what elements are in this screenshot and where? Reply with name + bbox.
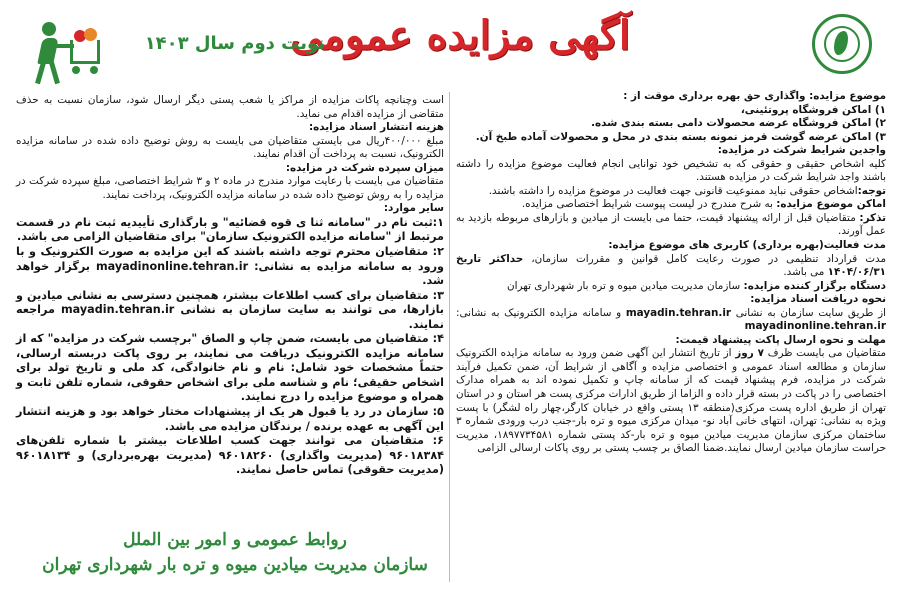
bold-text: ۱:ثبت نام در "سامانه ثنا ی قوه قضائیه" و بارگذاری تأییدیه ثبت نام در قسمت مرتبط از "سامانه مزایده الکترونیک سازمان" برای متقاضیان الزامی می باشد. (16, 215, 444, 244)
paragraph (16, 405, 444, 434)
bold-text: توجه: (857, 184, 886, 197)
paragraph (16, 162, 444, 176)
body-text: متقاضیان قبل از ارائه پیشنهاد قیمت، حتما می بایست از میادین و بازارهای مربوطه بازدید به عمل آورند. (456, 211, 886, 238)
bold-text: حداکثر تاریخ ۱۴۰۴/۰۶/۳۱ (456, 252, 886, 279)
paragraph (456, 253, 886, 280)
body-text: است وچنانچه پاکات مزایده از مراکز یا شعب پستی دیگر ارسال شود، سازمان نسبت به حذف متقاضی از مزایده اقدام می نماید. (16, 94, 444, 120)
body-text: از تاریخ انتشار این آگهی ضمن ورود به سامانه مزایده الکترونیک سازمان و مطالعه اسناد عمومی و اختصاصی مزایده و آگاهی از شرایط آن، ضمن تکمیل فرآیند شرکت در مزایده، فرم پیشنهاد قیمت که از سامانه چاپ و تکمیل نموده اند به همراه مدارک اختصاصی را در پاکت در بسته قرار داده و الزاما از طریق ادارات مرکزی پست هر استان و در استان تهران از طریق اداره پست مرکزی(منطقه ۱۳ پستی واقع در خیابان کارگر،چهار راه لشگر) با پست ویژه به نشانی: تهران، انتهای خانی آباد نو- میدان مرکزی میوه و تره بار-جنب درب ورودی شماره ۳ ساختمان مرکزی سازمان مدیریت میادین میوه و تره بار-کد پستی شماره ۱۸۹۷۷۳۴۵۸۱، مدیریت حراست سازمان میادین ارسال نمایند.ضمنا الصاق بر چسب پستی بر روی پاکات ارسالی الزامی (456, 347, 886, 455)
body-text: مدت قرارداد تنظیمی در صورت رعایت کامل قوانین و مقررات سازمان، (523, 252, 887, 265)
paragraph (456, 198, 886, 212)
body-text: متقاضیان می بایست ظرف (764, 347, 887, 360)
paragraph (16, 289, 444, 333)
paragraph (16, 216, 444, 245)
announcement-subtitle: نوبت دوم سال ۱۴۰۳ (144, 33, 325, 54)
paragraph (456, 90, 886, 104)
paragraph (16, 245, 444, 289)
paragraph (456, 185, 886, 199)
bold-text: موضوع مزایده: واگذاری حق بهره برداری موقت از : (623, 90, 886, 102)
paragraph (456, 104, 886, 118)
body-text: مبلغ ۴۰۰/۰۰۰ریال می بایستی متقاضیان می بایست به روش توضیح داده شده در سامانه مزایده الکترونیک، نسبت به پرداخت آن اقدام نمایند. (16, 134, 444, 161)
body-text: از طریق سایت سازمان به نشانی (731, 306, 886, 319)
paragraph (456, 131, 886, 145)
paragraph (16, 121, 444, 135)
announcement-header (0, 0, 900, 88)
right-text-column (456, 90, 886, 456)
bold-text: ۲: متقاضیان محترم توجه داشته باشند که این مزایده به صورت الکترونیک و با ورود به سامانه مزایده به نشانی: mayadinonline.tehran.ir برگزار خواهد شد. (16, 245, 445, 288)
paragraph (456, 212, 886, 239)
bold-text: ۳: متقاضیان برای کسب اطلاعات بیشتر، همچنین دسترسی به نشانی میادین و بازارها، می توانند به سایت سازمان به نشانی mayadin.tehran.ir مراجعه نمایند. (16, 288, 444, 331)
paragraph (456, 293, 886, 307)
paragraph (16, 332, 444, 405)
municipality-logo-seal (812, 14, 872, 74)
announcement-footer (20, 528, 450, 578)
column-divider (449, 92, 450, 582)
bold-text: ۶: متقاضیان می توانند جهت کسب اطلاعات بیشتر با شماره تلفن‌های ۹۶۰۱۸۳۸۴ (مدیریت واگذاری) ۹۶۰۱۸۲۶۰ (مدیریت بهره‌برداری) و ۹۶۰۱۸۱۳۴ (مدیریت حقوقی) تماس حاصل نمایند. (16, 434, 444, 477)
paragraph (456, 158, 886, 185)
bold-text: هزینه انتشار اسناد مزایده: (308, 121, 444, 134)
body-text: و سامانه مزایده الکترونیک به نشانی: (456, 306, 626, 319)
paragraph (456, 307, 886, 334)
paragraph (16, 175, 444, 202)
bold-text: ۳) اماکن عرضه گوشت قرمز نمونه بسته بندی در محل و محصولات آماده طبخ آن. (475, 130, 886, 143)
bold-text: دستگاه برگزار کننده مزایده: (743, 279, 886, 292)
paragraph (456, 280, 886, 294)
bold-text: ۲) اماکن فروشگاه عرضه محصولات دامی بسته بندی شده. (591, 117, 886, 130)
body-text: کلیه اشخاص حقیقی و حقوقی که به تشخیص خود توانایی انجام فعالیت موضوع مزایده را داشته باشند واجد شرایط شرکت در مزایده هستند. (456, 157, 886, 184)
bold-text: نحوه دریافت اسناد مزایده: (750, 293, 886, 306)
bold-text: تذکر: (859, 211, 886, 224)
footer-department: روابط عمومی و امور بین الملل (123, 530, 347, 550)
bold-text: ۷ روز (735, 347, 765, 360)
bold-text: mayadinonline.tehran.ir (744, 320, 886, 333)
paragraph (16, 434, 444, 478)
footer-organization: سازمان مدیریت میادین میوه و تره بار شهرداری تهران (42, 555, 428, 575)
paragraph (16, 135, 444, 162)
paragraph (16, 202, 444, 216)
bold-text: ۴: متقاضیان می بایست، ضمن چاپ و الصاق "برچسب شرکت در مزایده" که از سامانه مزایده الکترونیک دریافت می نمایند، بر روی پاکت دربسته ارسالی، حتماً مشخصات خود شامل: نام و نام خانوادگی، کد ملی و تاریخ تولد برای اشخاص حقیقی؛ نام و شناسه ملی برای اشخاص حقوقی، شماره تلفن ثابت و همراه و موضوع مزایده را درج نمایند. (16, 332, 444, 404)
bold-text: ۱) اماکن فروشگاه پروتئینی، (740, 103, 886, 116)
bold-text: ۵: سازمان در رد یا قبول هر یک از پیشنهادات مختار خواهد بود و هزینه انتشار این آگهی به عهده برنده / برندگان مزایده می باشد. (16, 405, 444, 433)
paragraph (456, 334, 886, 348)
bold-text: میزان سپرده شرکت در مزایده: (285, 161, 444, 174)
paragraph (456, 117, 886, 131)
left-text-column (16, 94, 444, 478)
bold-text: اماکن موضوع مزایده: (776, 198, 886, 211)
body-text: به شرح مندرج در لیست پیوست شرایط اختصاصی مزایده. (521, 198, 777, 211)
paragraph (16, 94, 444, 121)
bold-text: مدت فعالیت(بهره برداری) کاربری های موضوع مزایده: (608, 239, 886, 252)
paragraph (456, 144, 886, 158)
bold-text: مهلت و نحوه ارسال پاکت پیشنهاد قیمت: (675, 333, 886, 346)
bold-text: واجدین شرایط شرکت در مزایده: (717, 144, 886, 157)
body-text: می باشد. (783, 266, 828, 279)
fruit-cart-figure-icon (14, 22, 104, 86)
bold-text: سایر موارد: (383, 202, 444, 215)
body-text: متقاضیان می بایست با رعایت موارد مندرج در ماده ۲ و ۳ شرایط اختصاصی، مبلغ سپرده شرکت در مزایده را به روش توضیح داده شده در سامانه مزایده الکترونیک، پرداخت نمایند. (16, 175, 444, 201)
announcement-title: آگهی مزایده عمومی (290, 12, 630, 59)
body-text: سازمان مدیریت میادین میوه و تره بار شهرداری تهران (507, 279, 744, 292)
bold-text: mayadin.tehran.ir (625, 306, 732, 319)
body-text: اشخاص حقوقی نباید ممنوعیت قانونی جهت فعالیت در موضوع مزایده را داشته باشند. (488, 184, 858, 197)
paragraph (456, 347, 886, 455)
paragraph (456, 239, 886, 253)
